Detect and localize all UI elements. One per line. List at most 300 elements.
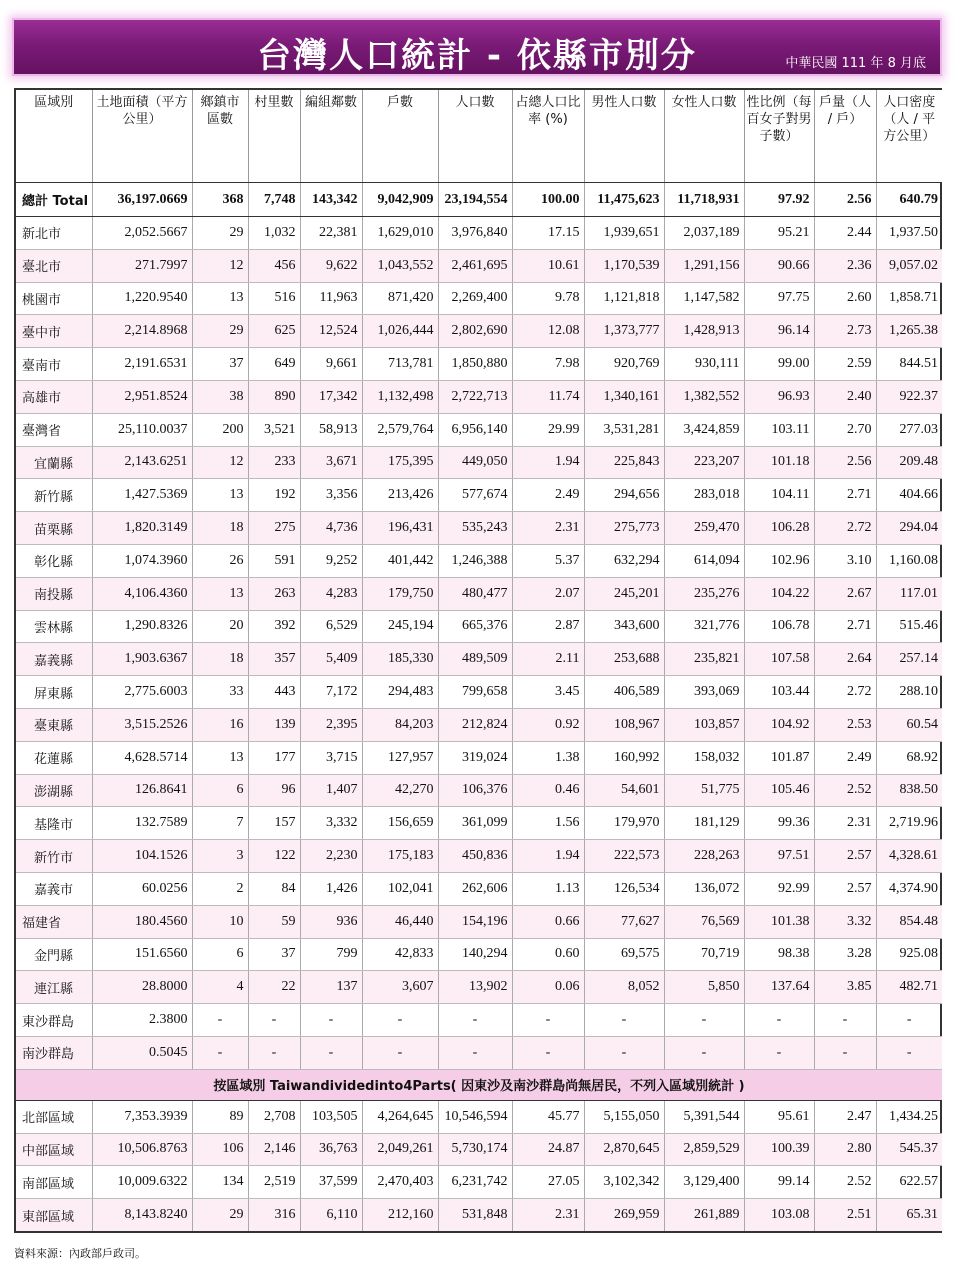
table-cell: 799,658: [438, 676, 512, 709]
table-cell: -: [438, 1004, 512, 1037]
table-cell: 23,194,554: [438, 183, 512, 217]
table-cell: 9,042,909: [362, 183, 438, 217]
table-cell: 489,509: [438, 643, 512, 676]
table-cell: 99.36: [744, 807, 814, 840]
table-cell: 2,708: [248, 1100, 300, 1133]
table-cell: 108,967: [584, 708, 664, 741]
table-cell: 37,599: [300, 1166, 362, 1199]
table-cell: 288.10: [876, 676, 942, 709]
table-row: [16, 971, 942, 1004]
table-cell: -: [664, 1036, 744, 1069]
table-row: [16, 741, 942, 774]
table-cell: 175,395: [362, 446, 438, 479]
table-cell: 456: [248, 249, 300, 282]
table-cell: 22: [248, 971, 300, 1004]
table-cell: 60.0256: [92, 872, 192, 905]
table-cell: 212,160: [362, 1199, 438, 1231]
table-cell: 58,913: [300, 413, 362, 446]
table-cell: 1.56: [512, 807, 584, 840]
table-cell: 17.15: [512, 217, 584, 250]
row-label: 中部區域: [16, 1133, 92, 1166]
table-cell: 13,902: [438, 971, 512, 1004]
table-cell: 1,939,651: [584, 217, 664, 250]
table-cell: 29: [192, 217, 248, 250]
table-cell: 13: [192, 741, 248, 774]
table-cell: 18: [192, 643, 248, 676]
table-cell: 2.59: [814, 348, 876, 381]
table-cell: 1,291,156: [664, 249, 744, 282]
table-cell: 2.57: [814, 840, 876, 873]
table-cell: 283,018: [664, 479, 744, 512]
table-cell: 6: [192, 938, 248, 971]
row-label: 嘉義縣: [16, 643, 92, 676]
table-cell: 275: [248, 512, 300, 545]
table-cell: 480,477: [438, 577, 512, 610]
table-cell: 5,155,050: [584, 1100, 664, 1133]
table-cell: -: [876, 1036, 942, 1069]
table-cell: 103,505: [300, 1100, 362, 1133]
table-cell: 3.32: [814, 905, 876, 938]
table-cell: 4,628.5714: [92, 741, 192, 774]
table-cell: 177: [248, 741, 300, 774]
table-cell: 649: [248, 348, 300, 381]
table-cell: 2.31: [512, 512, 584, 545]
table-cell: 3,356: [300, 479, 362, 512]
table-cell: 321,776: [664, 610, 744, 643]
table-cell: 160,992: [584, 741, 664, 774]
table-cell: 0.06: [512, 971, 584, 1004]
table-cell: 0.46: [512, 774, 584, 807]
table-cell: 13: [192, 479, 248, 512]
table-cell: 134: [192, 1166, 248, 1199]
table-cell: 294,483: [362, 676, 438, 709]
table-row: [16, 249, 942, 282]
table-cell: 2,722,713: [438, 380, 512, 413]
table-row: [16, 348, 942, 381]
table-cell: 0.60: [512, 938, 584, 971]
table-cell: 209.48: [876, 446, 942, 479]
table-cell: 545.37: [876, 1133, 942, 1166]
table-cell: -: [300, 1036, 362, 1069]
table-cell: 13: [192, 282, 248, 315]
table-cell: 1,032: [248, 217, 300, 250]
table-cell: 1,426: [300, 872, 362, 905]
table-cell: 0.66: [512, 905, 584, 938]
table-cell: -: [664, 1004, 744, 1037]
row-label: 桃園市: [16, 282, 92, 315]
table-cell: 3,607: [362, 971, 438, 1004]
table-cell: 97.75: [744, 282, 814, 315]
table-cell: 2,870,645: [584, 1133, 664, 1166]
table-cell: 22,381: [300, 217, 362, 250]
table-cell: 102.96: [744, 544, 814, 577]
row-label: 東沙群島: [16, 1004, 92, 1037]
table-cell: 156,659: [362, 807, 438, 840]
table-cell: 179,970: [584, 807, 664, 840]
table-cell: 96.93: [744, 380, 814, 413]
table-cell: 577,674: [438, 479, 512, 512]
table-cell: 42,270: [362, 774, 438, 807]
table-cell: 9,252: [300, 544, 362, 577]
row-label: 新竹縣: [16, 479, 92, 512]
row-label: 臺南市: [16, 348, 92, 381]
table-cell: 2.51: [814, 1199, 876, 1231]
table-row: [16, 380, 942, 413]
table-cell: 12: [192, 446, 248, 479]
region-section-header: [16, 1069, 942, 1100]
table-cell: 2,230: [300, 840, 362, 873]
population-table-container: [14, 88, 942, 1233]
table-cell: -: [362, 1036, 438, 1069]
table-cell: 18: [192, 512, 248, 545]
table-cell: 65.31: [876, 1199, 942, 1231]
table-cell: 257.14: [876, 643, 942, 676]
table-cell: 1,220.9540: [92, 282, 192, 315]
column-header: 戶量（人 / 戶）: [814, 90, 876, 183]
table-cell: -: [584, 1036, 664, 1069]
table-cell: 1,937.50: [876, 217, 942, 250]
column-header: 村里數: [248, 90, 300, 183]
table-cell: 132.7589: [92, 807, 192, 840]
row-label: 金門縣: [16, 938, 92, 971]
row-label: 雲林縣: [16, 610, 92, 643]
row-label: 南投縣: [16, 577, 92, 610]
table-cell: 245,201: [584, 577, 664, 610]
table-cell: 6,956,140: [438, 413, 512, 446]
table-cell: 2,214.8968: [92, 315, 192, 348]
table-cell: 1,858.71: [876, 282, 942, 315]
table-cell: -: [814, 1036, 876, 1069]
table-cell: 54,601: [584, 774, 664, 807]
table-row: [16, 807, 942, 840]
table-cell: 1,407: [300, 774, 362, 807]
table-cell: 151.6560: [92, 938, 192, 971]
table-cell: 84: [248, 872, 300, 905]
table-cell: 1,043,552: [362, 249, 438, 282]
table-cell: 2.67: [814, 577, 876, 610]
table-cell: 29: [192, 315, 248, 348]
table-cell: 443: [248, 676, 300, 709]
table-cell: 2.11: [512, 643, 584, 676]
page-title: 台灣人口統計 - 依縣市別分: [257, 36, 697, 76]
table-cell: 140,294: [438, 938, 512, 971]
row-label: 東部區域: [16, 1199, 92, 1231]
column-header: 性比例（每百女子對男子數）: [744, 90, 814, 183]
table-cell: 1,246,388: [438, 544, 512, 577]
table-cell: 3,521: [248, 413, 300, 446]
table-cell: 59: [248, 905, 300, 938]
table-cell: 294.04: [876, 512, 942, 545]
table-cell: 482.71: [876, 971, 942, 1004]
table-cell: 5,391,544: [664, 1100, 744, 1133]
table-cell: 92.99: [744, 872, 814, 905]
table-cell: 101.38: [744, 905, 814, 938]
row-label: 臺灣省: [16, 413, 92, 446]
table-cell: 46,440: [362, 905, 438, 938]
table-cell: 2.3800: [92, 1004, 192, 1037]
table-cell: 96: [248, 774, 300, 807]
table-cell: 126.8641: [92, 774, 192, 807]
table-row: [16, 840, 942, 873]
table-cell: 2,470,403: [362, 1166, 438, 1199]
table-cell: 531,848: [438, 1199, 512, 1231]
table-cell: 3,129,400: [664, 1166, 744, 1199]
table-row: [16, 938, 942, 971]
table-cell: 2.53: [814, 708, 876, 741]
table-cell: 361,099: [438, 807, 512, 840]
table-cell: 401,442: [362, 544, 438, 577]
table-cell: 24.87: [512, 1133, 584, 1166]
table-cell: 26: [192, 544, 248, 577]
table-cell: 27.05: [512, 1166, 584, 1199]
table-cell: 2.40: [814, 380, 876, 413]
table-cell: 2,719.96: [876, 807, 942, 840]
table-cell: 77,627: [584, 905, 664, 938]
table-cell: 1,265.38: [876, 315, 942, 348]
table-cell: 99.00: [744, 348, 814, 381]
table-cell: 11.74: [512, 380, 584, 413]
table-cell: 1,132,498: [362, 380, 438, 413]
table-cell: 7: [192, 807, 248, 840]
region-row: [16, 1100, 942, 1133]
table-cell: 925.08: [876, 938, 942, 971]
table-cell: 101.18: [744, 446, 814, 479]
table-cell: 263: [248, 577, 300, 610]
table-cell: 262,606: [438, 872, 512, 905]
table-cell: 200: [192, 413, 248, 446]
table-row: [16, 905, 942, 938]
table-cell: 930,111: [664, 348, 744, 381]
table-header-row: [16, 90, 942, 183]
table-cell: 192: [248, 479, 300, 512]
table-cell: 4,374.90: [876, 872, 942, 905]
table-cell: 1,074.3960: [92, 544, 192, 577]
table-cell: 100.39: [744, 1133, 814, 1166]
table-cell: 10,546,594: [438, 1100, 512, 1133]
row-label: 彰化縣: [16, 544, 92, 577]
table-cell: 368: [192, 183, 248, 217]
table-cell: 3.85: [814, 971, 876, 1004]
table-cell: 5,409: [300, 643, 362, 676]
table-cell: 103.08: [744, 1199, 814, 1231]
table-cell: 871,420: [362, 282, 438, 315]
table-cell: 25,110.0037: [92, 413, 192, 446]
table-cell: 2.07: [512, 577, 584, 610]
table-cell: 154,196: [438, 905, 512, 938]
table-cell: 665,376: [438, 610, 512, 643]
table-cell: 11,963: [300, 282, 362, 315]
table-cell: 89: [192, 1100, 248, 1133]
table-cell: 9,661: [300, 348, 362, 381]
table-cell: 1,026,444: [362, 315, 438, 348]
table-cell: 20: [192, 610, 248, 643]
table-cell: 2.73: [814, 315, 876, 348]
table-cell: 101.87: [744, 741, 814, 774]
table-cell: 223,207: [664, 446, 744, 479]
table-cell: -: [248, 1036, 300, 1069]
table-cell: 515.46: [876, 610, 942, 643]
table-cell: 235,276: [664, 577, 744, 610]
table-cell: 632,294: [584, 544, 664, 577]
table-cell: 2,037,189: [664, 217, 744, 250]
table-cell: 3,102,342: [584, 1166, 664, 1199]
table-cell: 1,434.25: [876, 1100, 942, 1133]
table-cell: 235,821: [664, 643, 744, 676]
source-note: 資料來源：內政部戶政司。: [14, 1247, 146, 1260]
table-cell: 45.77: [512, 1100, 584, 1133]
table-cell: 838.50: [876, 774, 942, 807]
population-table: [16, 90, 942, 1231]
table-cell: 84,203: [362, 708, 438, 741]
table-cell: 2,579,764: [362, 413, 438, 446]
table-cell: 4,283: [300, 577, 362, 610]
row-label: 南部區域: [16, 1166, 92, 1199]
table-cell: 2.71: [814, 479, 876, 512]
table-cell: 535,243: [438, 512, 512, 545]
table-cell: 2,802,690: [438, 315, 512, 348]
table-cell: 922.37: [876, 380, 942, 413]
table-cell: 6: [192, 774, 248, 807]
table-cell: 7,172: [300, 676, 362, 709]
table-cell: 2.44: [814, 217, 876, 250]
table-cell: 2,269,400: [438, 282, 512, 315]
table-cell: 1,147,582: [664, 282, 744, 315]
table-cell: 103.11: [744, 413, 814, 446]
table-cell: -: [362, 1004, 438, 1037]
table-cell: 222,573: [584, 840, 664, 873]
table-row: [16, 413, 942, 446]
row-label: 北部區域: [16, 1100, 92, 1133]
table-cell: 275,773: [584, 512, 664, 545]
table-cell: 2,052.5667: [92, 217, 192, 250]
table-cell: 245,194: [362, 610, 438, 643]
table-cell: 2.56: [814, 446, 876, 479]
table-cell: 316: [248, 1199, 300, 1231]
table-cell: 844.51: [876, 348, 942, 381]
table-cell: 97.51: [744, 840, 814, 873]
title-banner: [12, 18, 942, 76]
region-row: [16, 1199, 942, 1231]
table-cell: 3.28: [814, 938, 876, 971]
table-cell: 271.7997: [92, 249, 192, 282]
table-row: [16, 643, 942, 676]
table-cell: 143,342: [300, 183, 362, 217]
table-cell: 7,353.3939: [92, 1100, 192, 1133]
table-cell: 890: [248, 380, 300, 413]
row-label: 臺北市: [16, 249, 92, 282]
table-cell: -: [876, 1004, 942, 1037]
table-cell: 3,671: [300, 446, 362, 479]
row-label: 屏東縣: [16, 676, 92, 709]
column-header: 占總人口比率 (%): [512, 90, 584, 183]
table-cell: 4,106.4360: [92, 577, 192, 610]
table-cell: 392: [248, 610, 300, 643]
column-header: 土地面積（平方公里）: [92, 90, 192, 183]
table-row: [16, 1004, 942, 1037]
table-cell: 36,197.0669: [92, 183, 192, 217]
table-cell: -: [512, 1036, 584, 1069]
table-cell: 175,183: [362, 840, 438, 873]
table-cell: 9,622: [300, 249, 362, 282]
table-cell: 106.28: [744, 512, 814, 545]
table-cell: 1.94: [512, 840, 584, 873]
table-cell: 450,836: [438, 840, 512, 873]
table-cell: 6,110: [300, 1199, 362, 1231]
column-header: 鄉鎮市區數: [192, 90, 248, 183]
table-cell: 259,470: [664, 512, 744, 545]
table-cell: 2.80: [814, 1133, 876, 1166]
table-cell: 2,775.6003: [92, 676, 192, 709]
table-cell: 2.70: [814, 413, 876, 446]
table-row: [16, 446, 942, 479]
table-cell: 3,332: [300, 807, 362, 840]
table-cell: 28.8000: [92, 971, 192, 1004]
table-cell: 2.57: [814, 872, 876, 905]
table-cell: 60.54: [876, 708, 942, 741]
table-cell: 104.22: [744, 577, 814, 610]
table-row: [16, 479, 942, 512]
table-cell: 2.72: [814, 512, 876, 545]
table-cell: 1,373,777: [584, 315, 664, 348]
column-header: 編組鄰數: [300, 90, 362, 183]
table-cell: 42,833: [362, 938, 438, 971]
table-cell: 2,191.6531: [92, 348, 192, 381]
table-cell: 106,376: [438, 774, 512, 807]
table-cell: 3,531,281: [584, 413, 664, 446]
table-cell: 1,121,818: [584, 282, 664, 315]
table-cell: 103.44: [744, 676, 814, 709]
table-cell: 181,129: [664, 807, 744, 840]
table-cell: 107.58: [744, 643, 814, 676]
table-cell: 96.14: [744, 315, 814, 348]
table-cell: 69,575: [584, 938, 664, 971]
table-cell: 10,506.8763: [92, 1133, 192, 1166]
table-cell: 393,069: [664, 676, 744, 709]
table-cell: 2.60: [814, 282, 876, 315]
table-cell: 38: [192, 380, 248, 413]
table-cell: 29: [192, 1199, 248, 1231]
table-cell: -: [512, 1004, 584, 1037]
table-cell: 1,629,010: [362, 217, 438, 250]
table-cell: 1.94: [512, 446, 584, 479]
table-cell: -: [584, 1004, 664, 1037]
row-label: 澎湖縣: [16, 774, 92, 807]
table-cell: 1,160.08: [876, 544, 942, 577]
table-row: [16, 282, 942, 315]
table-cell: 180.4560: [92, 905, 192, 938]
table-row: [16, 872, 942, 905]
table-row: [16, 577, 942, 610]
table-row: [16, 610, 942, 643]
row-label: 嘉義市: [16, 872, 92, 905]
table-cell: 936: [300, 905, 362, 938]
table-cell: 51,775: [664, 774, 744, 807]
table-cell: 1,903.6367: [92, 643, 192, 676]
row-label: 苗栗縣: [16, 512, 92, 545]
table-cell: 2.31: [512, 1199, 584, 1231]
table-cell: 404.66: [876, 479, 942, 512]
table-cell: 13: [192, 577, 248, 610]
table-cell: 98.38: [744, 938, 814, 971]
table-cell: 10.61: [512, 249, 584, 282]
table-cell: 104.92: [744, 708, 814, 741]
table-cell: 225,843: [584, 446, 664, 479]
row-label: 臺東縣: [16, 708, 92, 741]
table-cell: 7.98: [512, 348, 584, 381]
column-header: 人口密度（人 / 平方公里）: [876, 90, 942, 183]
row-label: 福建省: [16, 905, 92, 938]
table-cell: -: [192, 1036, 248, 1069]
